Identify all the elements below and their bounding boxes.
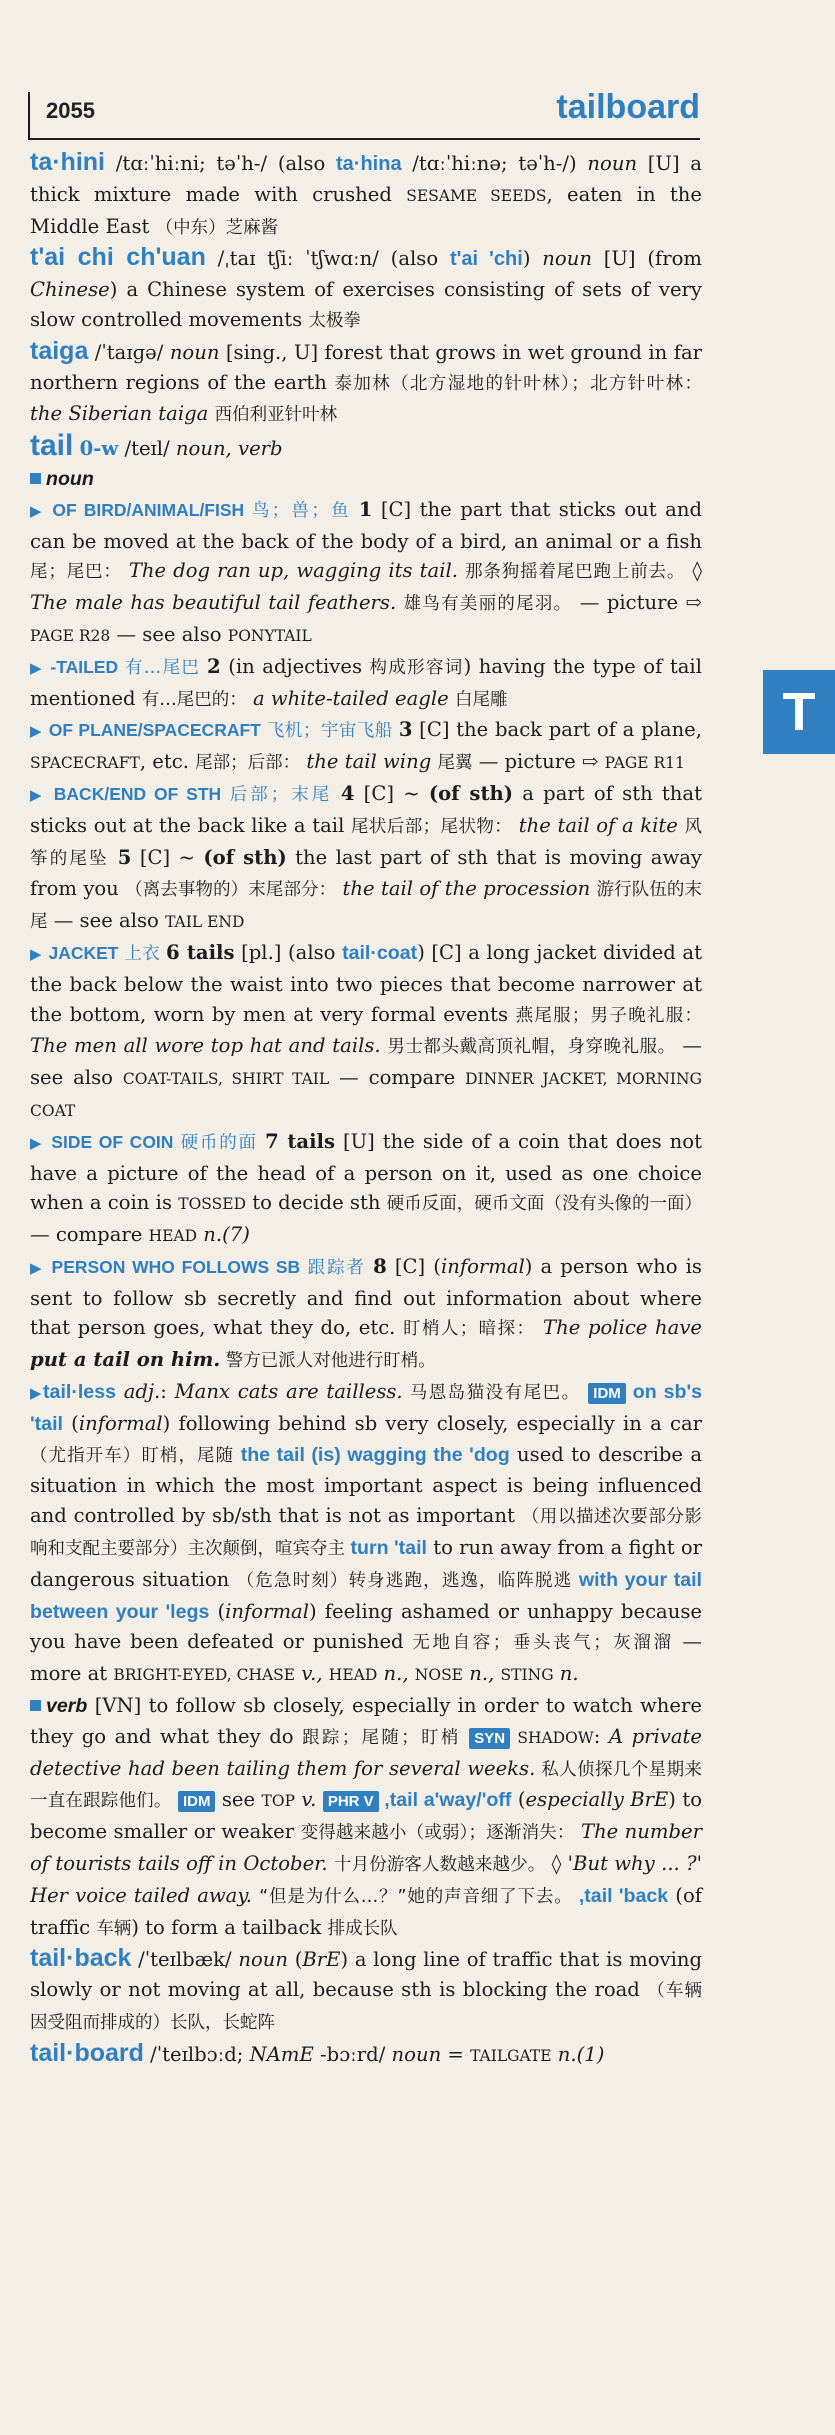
alt-form: tail·coat [342, 941, 418, 964]
form: tails [179, 940, 235, 964]
pron: /ˈteɪlbæk/ [131, 1948, 239, 1972]
text: ( [209, 1599, 226, 1623]
text: — more at [30, 1630, 703, 1686]
cross-ref[interactable]: PONYTAIL [227, 626, 312, 645]
translation: （尤指开车）盯梢，尾随 [30, 1445, 235, 1466]
pron: /ˈtaɪɡə/ [88, 340, 170, 364]
derived-and-idioms [30, 1377, 702, 1691]
sense-arrow-icon: ▶ [30, 722, 43, 741]
part-of-speech: noun [587, 152, 638, 175]
sense-arrow-icon: ▶ [30, 1133, 44, 1152]
definition: [sing., U] forest that grows in wet ground in far northern regions of the earth [30, 340, 702, 394]
translation: （车辆因受阻而排成的）长队，长蛇阵 [30, 1981, 702, 2034]
translation: 跟踪；尾随；盯梢 [302, 1727, 461, 1748]
synonym-badge: SYN [469, 1728, 510, 1749]
text: (of traffic [30, 1883, 702, 1939]
pattern: (of sth) [203, 845, 287, 869]
entry-tail [30, 431, 702, 464]
text: v. [295, 1788, 323, 1812]
sense-number: 8 [373, 1254, 387, 1278]
definition: ) a long line of traffic that is moving slowly or not moving at all, because sth is blocking the road [30, 1948, 703, 2002]
text: : [160, 1380, 175, 1404]
definition: to run away from a fight or dangerous situation [30, 1536, 702, 1591]
example: Manx cats are tailless. [174, 1380, 403, 1404]
sense-label: -TAILED [50, 656, 119, 677]
text: — compare [329, 1066, 466, 1090]
example-translation: 游行队伍的末尾 [30, 880, 703, 933]
text: — see also [30, 1034, 702, 1090]
translation: （用以描述次要部分影响和支配主要部分）主次颠倒，喧宾夺主 [30, 1507, 703, 1560]
sense-number: 2 [207, 654, 221, 678]
text: — see also [47, 909, 166, 933]
alt-headword: t'ai 'chi [449, 248, 523, 271]
text: v., [295, 1662, 329, 1686]
register-label: informal [440, 1254, 525, 1278]
pos-block-verb [30, 1691, 702, 1944]
sense-arrow-icon: ▶ [30, 658, 43, 677]
text: n., [463, 1662, 501, 1686]
entry-tahini [30, 148, 702, 243]
example-translation: 私人侦探几个星期来一直在跟踪他们。 [30, 1759, 703, 1812]
pron: /teɪl/ [118, 437, 176, 461]
cross-ref[interactable]: BRIGHT-EYED, CHASE [113, 1666, 296, 1685]
separator: ◊ [685, 559, 703, 583]
definition: [C] the back part of a plane, [412, 718, 703, 742]
translation: 燕尾服；男子晚礼服： [515, 1005, 703, 1026]
translation: 尾状后部；尾状物： [350, 816, 513, 837]
sense-label-zh: 鸟；兽；鱼 [244, 500, 359, 521]
sense-1 [30, 495, 702, 652]
part-of-speech: noun [169, 340, 220, 364]
definition-cont: , eaten in the Middle East [30, 182, 702, 238]
example-phrase: put a tail on him. [30, 1348, 221, 1372]
form: tails [278, 1129, 336, 1153]
cross-ref[interactable]: SPACECRAFT [30, 754, 140, 773]
pron-alt: /tɑːˈhiːnə; təˈh-/) [401, 152, 588, 175]
idiom-badge: IDM [178, 1791, 216, 1812]
definition: a part of sth that sticks out at the back like a tail [30, 781, 702, 837]
idiom: turn 'tail [345, 1537, 427, 1560]
text: — see also [110, 622, 228, 646]
example: The men all wore top hat and tails. [30, 1034, 388, 1058]
example: 'But why ... ?' Her voice tailed away. [30, 1852, 703, 1907]
text: see [215, 1788, 262, 1812]
part-of-speech: noun [542, 247, 592, 271]
headword: ta·hini [30, 148, 105, 176]
example-translation: 警方已派人对他进行盯梢。 [220, 1351, 436, 1372]
headword: taiga [30, 336, 89, 365]
text: ( [288, 1948, 303, 1972]
example-translation: 十月份游客人数越来越少。 [333, 1855, 546, 1876]
example: the tail of a kite [512, 813, 685, 837]
text: — picture ⇨ [572, 591, 702, 615]
cross-ref[interactable]: PAGE R11 [604, 754, 685, 773]
entry-tai-chi [30, 243, 702, 336]
translation: （中东）芝麻酱 [155, 217, 279, 238]
pos-block-noun [30, 464, 702, 495]
cross-ref[interactable]: STING [500, 1666, 554, 1685]
translation: （危急时刻）转身逃跑，逃逸，临阵脱逃 [236, 1570, 573, 1591]
translation: 硬币反面，硬币文面（没有头像的一面） [386, 1194, 702, 1215]
example-translation: 马恩岛猫没有尾巴。 [402, 1383, 581, 1404]
cross-ref: SESAME SEEDS [406, 186, 547, 205]
register-label: informal [78, 1411, 163, 1435]
definition: [VN] to follow sb closely, especially in order to watch where they go and what they do [30, 1694, 702, 1748]
translation: 太极拳 [308, 310, 361, 331]
text: n., [377, 1662, 415, 1686]
pron: /ˈteɪlbɔːd; [143, 2042, 250, 2066]
sense-label-zh: 跟踪者 [300, 1257, 374, 1278]
entry-tailboard [30, 2039, 702, 2072]
sense-label-zh: 有…尾巴 [118, 657, 208, 678]
example: The police have [535, 1316, 703, 1340]
sense-label: BACK/END OF STH [53, 783, 222, 804]
sense-6 [30, 938, 702, 1127]
cross-ref[interactable]: PAGE R28 [30, 626, 111, 645]
definition: ) having the type of tail mentioned [30, 654, 702, 710]
cross-ref[interactable]: TAILGATE [470, 2046, 552, 2065]
guide-word: tailboard [556, 88, 700, 126]
example-translation: 风筝的尾坠 [30, 816, 703, 869]
definition: ) [C] a long jacket divided at the back below the waist into two pieces that become narrower at the bottom, worn by men at very formal events [30, 940, 702, 1026]
region-label: NAmE [249, 2042, 314, 2066]
text: [C] ( [386, 1254, 441, 1278]
text: ( [511, 1788, 526, 1812]
text: ( [62, 1411, 79, 1435]
sense-label-zh: 硬币的面 [173, 1132, 266, 1153]
text: n. [553, 1662, 579, 1686]
sense-arrow-icon: ▶ [30, 1258, 44, 1277]
definition: used to describe a situation in which the most important aspect is being influenced and controlled by sb/sth that is not as important [30, 1442, 702, 1528]
cross-ref[interactable]: SHADOW [510, 1728, 594, 1747]
part-of-speech: adj. [116, 1380, 161, 1404]
translation: 变得越来越小（或弱）；逐渐消失： [300, 1823, 575, 1844]
text: [U] (from [591, 247, 702, 271]
example-translation: 男士都头戴高顶礼帽，身穿晚礼服。 [387, 1037, 676, 1058]
text: to decide sth [246, 1191, 387, 1215]
definition: [C] the part that sticks out and can be moved at the back of the body of a bird, an animal or a fish [30, 497, 702, 553]
cross-ref[interactable]: DINNER JACKET, MORNING COAT [30, 1070, 702, 1120]
example: a white-tailed eagle [246, 686, 455, 710]
sense-3 [30, 715, 702, 779]
translation: （离去事物的）末尾部分： [125, 880, 337, 901]
translation: 尾；尾巴： [30, 562, 122, 583]
sense-label: JACKET [48, 942, 119, 963]
cross-ref[interactable]: HEAD [328, 1666, 378, 1685]
register-label: especially BrE [525, 1788, 669, 1812]
example-translation: 那条狗摇着尾巴跑上前去。 [465, 562, 686, 583]
sense-label: OF PLANE/SPACECRAFT [48, 720, 261, 741]
text: n.(1) [551, 2042, 605, 2066]
cross-ref[interactable]: COAT-TAILS, SHIRT TAIL [122, 1070, 330, 1089]
pron: /tɑːˈhiːni; təˈh-/ (also [105, 152, 337, 175]
sense-7 [30, 1127, 702, 1252]
headword: t'ai chi ch'uan [30, 243, 206, 272]
example-translation: 尾翼 [437, 753, 473, 774]
headword: tail·back [30, 1944, 132, 1973]
example: the tail wing [300, 750, 438, 774]
definition: ) a person who is sent to follow sb secretly and find out information about where that person goes, what they do, etc. [30, 1254, 702, 1340]
definition: ) feeling ashamed or unhappy because you have been defeated or punished [30, 1599, 702, 1654]
definition: [U] a thick mixture made with crushed [30, 152, 702, 206]
example: The male has beautiful tail feathers. [30, 591, 404, 615]
cross-ref[interactable]: TOSSED [178, 1195, 247, 1214]
pos-label: verb [46, 1695, 88, 1718]
entry-taiga [30, 337, 702, 431]
headword: tail·board [30, 2038, 144, 2067]
idiom-badge: IDM [588, 1383, 626, 1404]
text: [C] ~ [354, 781, 429, 805]
example: A private detective had been tailing them for several weeks. [30, 1724, 703, 1780]
page-header [28, 88, 700, 140]
separator: ◊ [545, 1852, 568, 1876]
text: = [441, 2042, 471, 2066]
pattern: (of sth) [428, 781, 514, 805]
translation: 无地自容；垂头丧气；灰溜溜 [412, 1633, 674, 1654]
sense-label: PERSON WHO FOLLOWS SB [51, 1256, 301, 1277]
alt-headword: ta·hina [336, 153, 402, 175]
translation: 构成形容词 [369, 657, 464, 678]
text: (in adjectives [220, 654, 370, 678]
definition: ) following behind sb very closely, especially in a car [162, 1411, 703, 1435]
translation: 尾部；后部： [195, 753, 301, 774]
definition: ) a Chinese system of exercises consisting of sets of very slow controlled movements [30, 278, 702, 331]
sense-label: SIDE OF COIN [51, 1131, 174, 1152]
text: ) [522, 247, 543, 271]
text: , etc. [139, 750, 196, 774]
text: — compare [30, 1223, 149, 1247]
example: The dog ran up, wagging its tail. [121, 559, 466, 583]
text: n.(7) [197, 1223, 250, 1247]
sense-label-zh: 上衣 [118, 943, 167, 964]
text: — picture ⇨ [472, 750, 605, 774]
page-number: 2055 [46, 98, 95, 123]
example-translation: 雄鸟有美丽的尾羽。 [403, 594, 573, 615]
text: [pl.] (also [234, 940, 343, 964]
derived-headword: tail·less [43, 1381, 117, 1404]
pos-square-icon [30, 473, 41, 484]
translation: 泰加林（北方湿地的针叶林）；北方针叶林： [334, 373, 702, 394]
pron: /ˌtaɪ tʃiː ˈtʃwɑːn/ (also [205, 247, 450, 271]
pron-alt: -bɔːrd/ [313, 2042, 392, 2066]
pos-square-icon [30, 1700, 41, 1711]
key-word-icon: 0-w [79, 437, 119, 461]
part-of-speech: noun [238, 1948, 288, 1972]
translation: 排成长队 [327, 1918, 398, 1939]
idiom: with your tail between your 'legs [30, 1568, 703, 1623]
derived-arrow-icon: ▶ [30, 1384, 44, 1403]
language-label: Chinese [30, 278, 110, 302]
example-translation: 西伯利亚针叶林 [214, 405, 338, 426]
text: [C] ~ [131, 845, 204, 869]
cross-ref[interactable]: HEAD [148, 1227, 198, 1246]
sense-label-zh: 飞机；宇宙飞船 [260, 721, 399, 742]
example-translation: 白尾雕 [454, 689, 508, 710]
sense-8 [30, 1252, 702, 1377]
cross-ref[interactable]: TOP [261, 1792, 296, 1811]
example: The number of tourists tails off in October. [30, 1820, 703, 1876]
thumb-index-tab: T [763, 670, 835, 754]
sense-arrow-icon: ▶ [30, 944, 42, 963]
definition: ) to form a tailback [131, 1915, 328, 1939]
sense-label-zh: 后部；末尾 [221, 784, 341, 805]
sense-label: OF BIRD/ANIMAL/FISH [52, 499, 245, 520]
sense-number: 7 [265, 1129, 279, 1153]
headword: tail [30, 429, 74, 463]
entries-column [30, 148, 702, 2072]
sense-number: 3 [398, 718, 413, 742]
sense-2 [30, 652, 702, 716]
example: the Siberian taiga [30, 402, 215, 426]
idiom: on sb's 'tail [30, 1381, 703, 1435]
sense-number: 1 [358, 497, 373, 521]
cross-ref[interactable]: TAIL END [165, 913, 245, 932]
idiom: the tail (is) wagging the 'dog [234, 1443, 510, 1466]
text: : [593, 1724, 609, 1748]
phrasal-verb-badge: PHR V [323, 1791, 379, 1812]
example-translation: “但是为什么…？”她的声音细了下去。 [259, 1886, 573, 1907]
register-label: informal [225, 1599, 309, 1623]
example: the tail of the procession [336, 877, 597, 901]
definition: the last part of sth that is moving away from you [30, 845, 702, 901]
definition: [U] the side of a coin that does not have a picture of the head of a person on it, used as one choice when a coin is [30, 1129, 702, 1215]
cross-ref[interactable]: NOSE [414, 1666, 463, 1685]
phrasal-verb: ,tail 'back [572, 1884, 669, 1907]
register-label: BrE [302, 1948, 341, 1972]
part-of-speech: noun [391, 2042, 442, 2066]
translation: 盯梢人；暗探： [403, 1319, 536, 1340]
sense-number: 4 [340, 781, 355, 805]
sense-arrow-icon: ▶ [30, 501, 44, 520]
sense-4 [30, 779, 702, 938]
part-of-speech: noun, verb [175, 437, 283, 461]
phrasal-verb: ,tail a'way/'off [378, 1789, 512, 1812]
pos-label: noun [46, 467, 94, 490]
sense-number: 5 [108, 845, 132, 869]
definition: ) to become smaller or weaker [30, 1788, 703, 1844]
entry-tailback [30, 1944, 702, 2038]
sense-number: 6 [166, 940, 180, 964]
translation: 车辆 [96, 1918, 132, 1939]
translation: 有…尾巴的： [141, 689, 247, 710]
sense-arrow-icon: ▶ [30, 785, 45, 804]
